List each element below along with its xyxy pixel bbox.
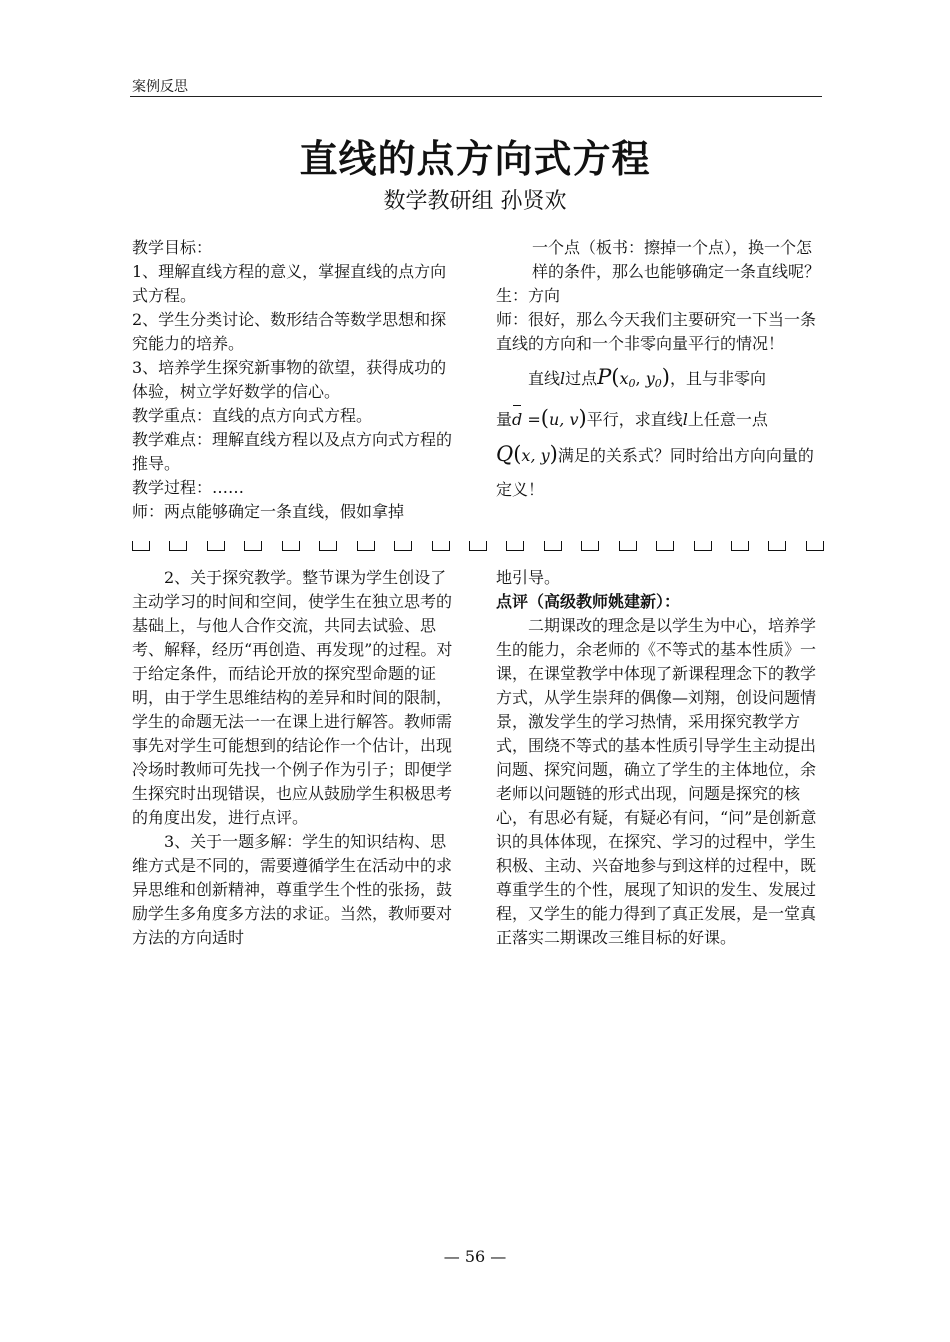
objectives-heading: 教学目标：	[132, 238, 213, 257]
objectives-column	[132, 236, 462, 524]
section-divider	[132, 541, 824, 555]
teacher-line: 师：两点能够确定一条直线，假如拿掉	[132, 502, 405, 521]
reflection-column	[132, 566, 462, 950]
page-number: — 56 —	[443, 1247, 507, 1266]
objective-item: 3、培养学生探究新事物的欲望，获得成功的体验，树立学好数学的信心。	[132, 358, 447, 401]
author-line: 数学教研组 孙贤欢	[383, 189, 567, 214]
objective-item: 1、理解直线方程的意义，掌握直线的点方向式方程。	[132, 262, 447, 305]
dialogue-column	[496, 236, 826, 507]
math-problem-line-1: 直线l过点$P(x_0$, $y_0$)，且与非零向	[528, 365, 766, 390]
running-header: 案例反思	[132, 79, 188, 95]
objective-item: 2、学生分类讨论、数形结合等数学思想和探究能力的培养。	[132, 310, 447, 353]
teacher-line-continued: 一个点（板书：擦掉一个点），换一个怎样的条件，那么也能够确定一条直线呢？	[532, 238, 821, 281]
header-rule	[130, 96, 822, 97]
reflection-paragraph-3: 3、关于一题多解：学生的知识结构、思维方式是不同的，需要遵循学生在活动中的求异思维和创新精神，尊重学生个性的张扬，鼓励学生多角度多方法的求证。当然，教师要对方法的方向适时	[132, 832, 453, 947]
math-problem-line-2: 量d =(u, v)平行，求直线l上任意一点	[496, 401, 826, 437]
student-line: 生：方向	[496, 286, 561, 305]
teacher-line-2: 师：很好，那么今天我们主要研究一下当一条直线的方向和一个非零向量平行的情况！	[496, 310, 817, 353]
review-heading: 点评（高级教师姚建新）：	[496, 592, 681, 611]
key-point: 教学重点：直线的点方向式方程。	[132, 406, 373, 425]
math-problem-line-3: Q(x, y)满足的关系式？同时给出方向向量的定义！	[496, 442, 814, 499]
reflection-continued: 地引导。	[496, 568, 561, 587]
process-heading: 教学过程：……	[132, 478, 245, 497]
article-title: 直线的点方向式方程	[299, 137, 651, 181]
reflection-paragraph-2: 2、关于探究教学。整节课为学生创设了主动学习的时间和空间，使学生在独立思考的基础上，与他人合作交流，共同去试验、思考、解释，经历“再创造、再发现”的过程。对于给定条件，而结论开放的探究型命题的证明，由于学生思维结构的差异和时间的限制，学生的命题无法一一在课上进行解答。教师需事先对学生可能想到的结论作一个估计，出现冷场时教师可先找一个例子作为引子；即便学生探究时出现错误，也应从鼓励学生积极思考的角度出发，进行点评。	[132, 568, 453, 827]
review-body: 二期课改的理念是以学生为中心，培养学生的能力，余老师的《不等式的基本性质》一课，在课堂教学中体现了新课程理念下的教学方式，从学生崇拜的偶像—刘翔，创设问题情景，激发学生的学习热情，采用探究教学方式，围绕不等式的基本性质引导学生主动提出问题、探究问题，确立了学生的主体地位，余老师以问题链的形式出现，问题是探究的核心，有思必有疑，有疑必有问，“问”是创新意识的具体体现，在探究、学习的过程中，学生积极、主动、兴奋地参与到这样的过程中，既尊重学生的个性，展现了知识的发生、发展过程，又学生的能力得到了真正发展，是一堂真正落实二期课改三维目标的好课。	[496, 616, 817, 947]
review-column	[496, 566, 826, 950]
difficulty: 教学难点：理解直线方程以及点方向式方程的推导。	[132, 430, 453, 473]
